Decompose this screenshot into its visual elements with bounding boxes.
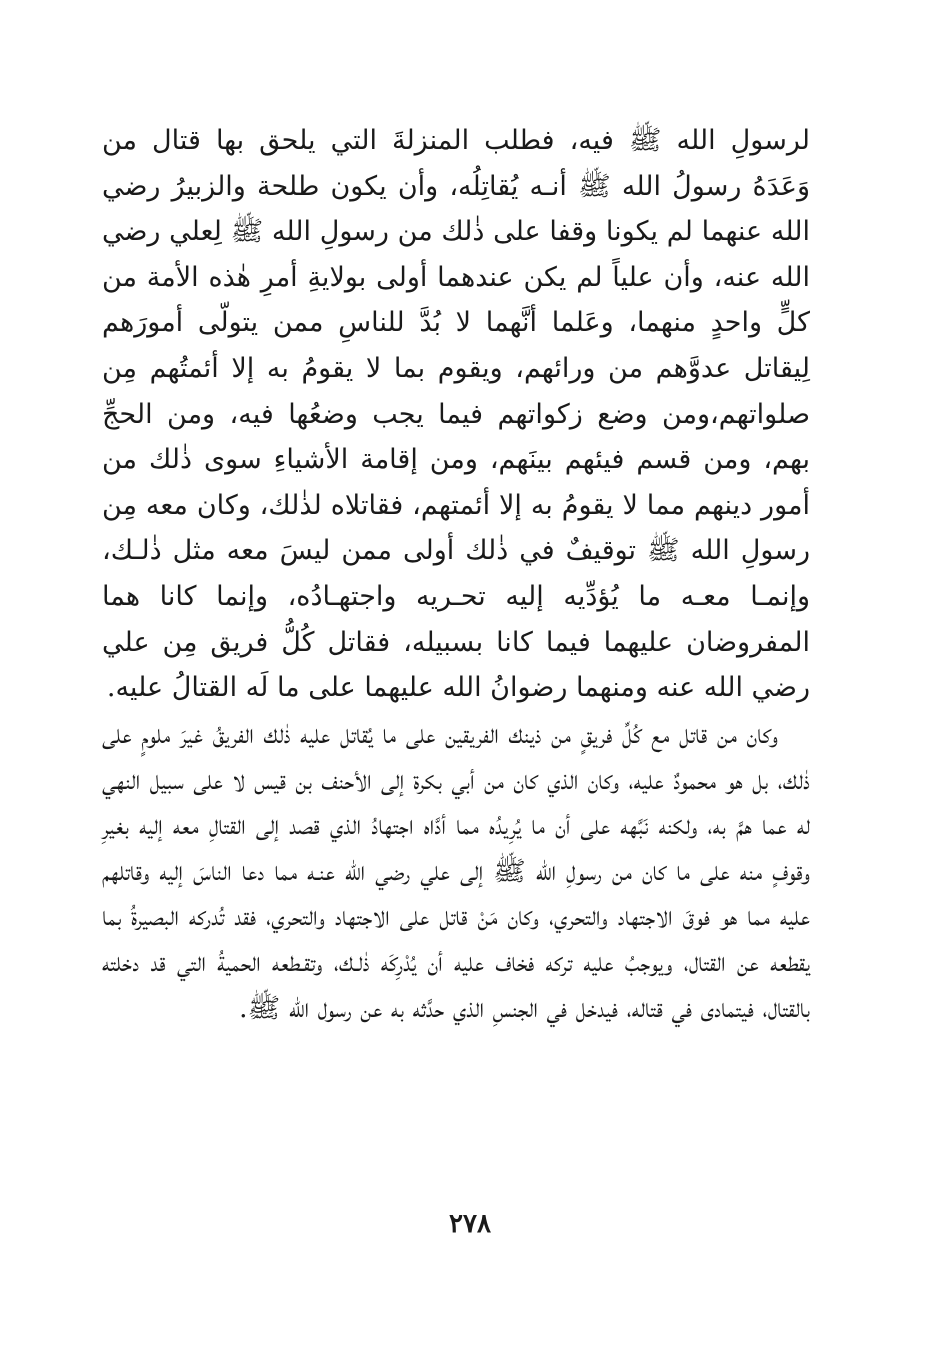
paragraph-1: لرسولِ الله ﷺ فيه، فطلب المنزلةَ التي يلحق بها قتال من وَعَدَهُ رسولُ الله ﷺ أنـه يُقاتِلُه، وأن يكون طلحة والزبيرُ رضي الله عنهما لم يكونا وقفا على ذٰلك من رسولِ الله ﷺ لِعلي رضي الله عنه، وأن علياً لم يكن عندهما أولى بولايةِ أمرِ هٰذه الأمة من كلٍّ واحدٍ منهما، وعَلما أنَّهما لا بُدَّ للناسِ ممن يتولّى أمورَهم لِيقاتل عدوَّهم من ورائهم، ويقوم بما لا يقومُ به إلا أئمتُهم مِن صلواتهم،ومن وضع زكواتهم فيما يجب وضعُها فيه، ومن الحجِّ بهم، ومن قسم فيئهم بينَهم، ومن إقامة الأشياءِ سوى ذٰلك من أمور دينهم مما لا يقومُ به إلا أئمتهم، فقاتلاه لذٰلك، وكان معه مِن رسولِ الله ﷺ توقيفٌ في ذٰلك أولى ممن ليسَ معه مثل ذٰلـك، وإنمـا معـه ما يُؤدِّيه إليه تحـريه واجتهـادُه، وإنما كانا هما المفروضان عليهما فيما كانا بسبيله، فقاتل كُلُّ فريق مِن علي رضي الله عنه ومنهما رضوانُ الله عليهما على ما لَه القتالُ عليه. <box>102 125 810 704</box>
page-number: ٢٧٨ <box>449 1209 491 1239</box>
paragraph-2: وكان من قاتل مع كُلِّ فريقٍ من ذينك الفريقين على ما يُقاتل عليه ذٰلك الفريقُ غيرَ ملومٍ على ذٰلك، بل هو محمودٌ عليه، وكان الذي كان من أبي بكرة إلى الأحنف بن قيس لا على سبيل النهي له عما همَّ به، ولكنه نَبَّهه على أن ما يُرِيدُه مما أدَّاه اجتهادُ الذي قصد إلى القتالِ معه إليه بغيرِ وقوفٍ منه على ما كان من رسولِ الله ﷺ إلى علي رضي الله عنـه مما دعا الناسَ إليه وقاتلهم عليه مما هو فوقَ الاجتهاد والتحري، وكان مَنْ قاتل على الاجتهاد والتحري، فقد تُدركه البصيرةُ بما يقطعه عن القتال، ويوجبُ عليه تركه فخاف عليه أن يُدْرِكَه ذٰلـك، وتقـطعه الحميةُ التي قد دخلته بالقتال، فيتمادى في قتاله، فيدخل في الجنسِ الذي حدَّثه به عن رسول الله ﷺ. <box>102 719 810 1024</box>
